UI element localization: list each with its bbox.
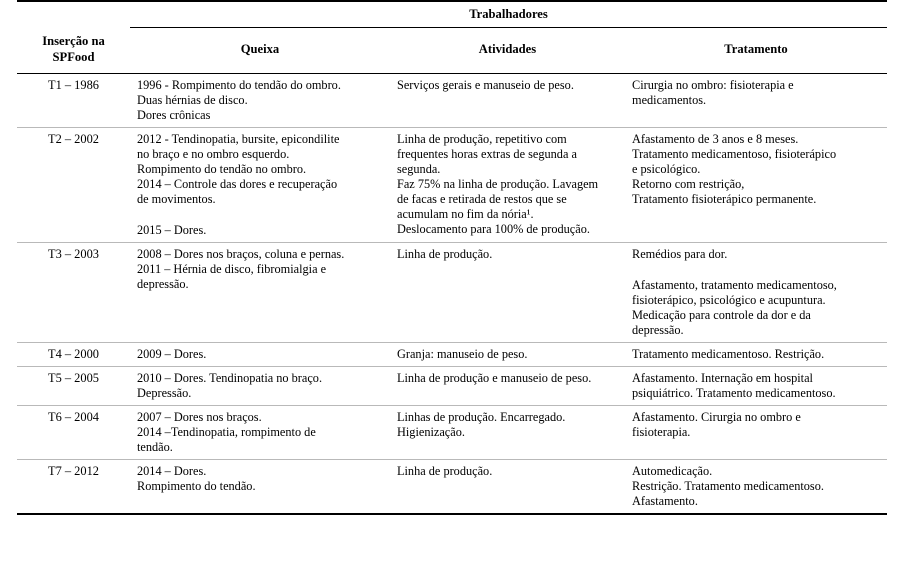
treatment-cell-line: fisioterapia.	[632, 425, 691, 440]
complaint-cell-line: 2009 – Dores.	[137, 347, 207, 362]
column-header-atividades: Atividades	[390, 28, 625, 74]
treatment-cell-line: Automedicação.	[632, 464, 713, 479]
activities-cell-line: de facas e retirada de restos que se	[397, 192, 567, 207]
activities-cell	[390, 367, 625, 406]
activities-cell-line: acumulam no fim da nória¹.	[397, 207, 534, 222]
table-row	[17, 128, 887, 243]
treatment-cell-line: Cirurgia no ombro: fisioterapia e	[632, 78, 794, 93]
treatment-cell-line: Retorno com restrição,	[632, 177, 745, 192]
treatment-cell-line: e psicológico.	[632, 162, 701, 177]
complaint-cell-line: 2014 – Controle das dores e recuperação	[137, 177, 338, 192]
treatment-cell-line: Afastamento de 3 anos e 8 meses.	[632, 132, 799, 147]
table-row	[17, 343, 887, 367]
treatment-cell-line: Medicação para controle da dor e da	[632, 308, 811, 323]
complaint-cell-line: 2010 – Dores. Tendinopatia no braço.	[137, 371, 323, 386]
activities-cell	[390, 128, 625, 243]
complaint-cell-line: 2012 - Tendinopatia, bursite, epicondilite	[137, 132, 340, 147]
complaint-cell-line: Rompimento do tendão.	[137, 479, 256, 494]
activities-cell	[390, 343, 625, 367]
table-body	[17, 74, 887, 515]
complaint-cell-line: 2008 – Dores nos braços, coluna e pernas.	[137, 247, 345, 262]
activities-cell-line: Linha de produção.	[397, 464, 493, 479]
complaint-cell-line: no braço e no ombro esquerdo.	[137, 147, 290, 162]
table-row	[17, 406, 887, 460]
activities-cell-line: Higienização.	[397, 425, 465, 440]
activities-cell-line: segunda.	[397, 162, 441, 177]
complaint-cell-line: Duas hérnias de disco.	[137, 93, 248, 108]
complaint-cell	[130, 128, 390, 243]
complaint-cell-line: Depressão.	[137, 386, 192, 401]
complaint-cell-line: 2014 – Dores.	[137, 464, 207, 479]
worker-id-cell: T3 – 2003	[17, 243, 130, 343]
treatment-cell	[625, 406, 887, 460]
activities-cell-line: Serviços gerais e manuseio de peso.	[397, 78, 574, 93]
worker-id-cell: T7 – 2012	[17, 460, 130, 515]
activities-cell-line: Linha de produção e manuseio de peso.	[397, 371, 592, 386]
activities-cell	[390, 243, 625, 343]
table-row	[17, 74, 887, 128]
table-row	[17, 243, 887, 343]
treatment-cell	[625, 128, 887, 243]
complaint-cell-line: depressão.	[137, 277, 189, 292]
table-column-header-row	[17, 28, 887, 74]
table-row	[17, 460, 887, 515]
treatment-cell-line: Afastamento.	[632, 494, 698, 509]
table-row	[17, 367, 887, 406]
activities-cell-line: Deslocamento para 100% de produção.	[397, 222, 590, 237]
column-header-queixa: Queixa	[130, 28, 390, 74]
worker-id-cell: T5 – 2005	[17, 367, 130, 406]
treatment-cell-line: medicamentos.	[632, 93, 707, 108]
activities-cell-line: Linhas de produção. Encarregado.	[397, 410, 566, 425]
complaint-cell-line: 2007 – Dores nos braços.	[137, 410, 262, 425]
complaint-cell	[130, 460, 390, 515]
complaint-cell	[130, 406, 390, 460]
treatment-cell-line: Restrição. Tratamento medicamentoso.	[632, 479, 824, 494]
complaint-cell-line: 2011 – Hérnia de disco, fibromialgia e	[137, 262, 327, 277]
treatment-cell	[625, 74, 887, 128]
complaint-cell-line: 1996 - Rompimento do tendão do ombro.	[137, 78, 341, 93]
activities-cell	[390, 406, 625, 460]
worker-id-cell: T1 – 1986	[17, 74, 130, 128]
activities-cell-line: Granja: manuseio de peso.	[397, 347, 528, 362]
complaint-cell	[130, 343, 390, 367]
complaint-cell-line: Dores crônicas	[137, 108, 211, 123]
treatment-cell-line: Remédios para dor.	[632, 247, 728, 262]
treatment-cell-line: Tratamento medicamentoso. Restrição.	[632, 347, 825, 362]
treatment-cell-line: psiquiátrico. Tratamento medicamentoso.	[632, 386, 836, 401]
complaint-cell	[130, 367, 390, 406]
activities-cell-line: Linha de produção, repetitivo com	[397, 132, 567, 147]
worker-id-cell: T2 – 2002	[17, 128, 130, 243]
treatment-cell-line: Tratamento fisioterápico permanente.	[632, 192, 817, 207]
complaint-cell-line: 2014 –Tendinopatia, rompimento de	[137, 425, 316, 440]
table-head	[17, 1, 887, 74]
worker-id-cell: T6 – 2004	[17, 406, 130, 460]
activities-cell-line: Faz 75% na linha de produção. Lavagem	[397, 177, 599, 192]
treatment-cell	[625, 243, 887, 343]
complaint-cell-line: Rompimento do tendão no ombro.	[137, 162, 307, 177]
treatment-cell-line: Afastamento, tratamento medicamentoso,	[632, 278, 837, 293]
treatment-cell-line: Tratamento medicamentoso, fisioterápico	[632, 147, 837, 162]
table-group-header-row	[17, 1, 887, 28]
complaint-cell	[130, 74, 390, 128]
activities-cell	[390, 460, 625, 515]
treatment-cell	[625, 367, 887, 406]
complaint-cell-line: tendão.	[137, 440, 173, 455]
table-corner-cell	[17, 1, 130, 28]
complaint-cell	[130, 243, 390, 343]
complaint-cell-line: de movimentos.	[137, 192, 216, 207]
treatment-cell	[625, 343, 887, 367]
column-header-tratamento: Tratamento	[625, 28, 887, 74]
column-header-insercao	[17, 28, 130, 74]
column-header-insercao-line1: Inserção na	[42, 33, 105, 48]
treatment-cell-line: fisioterápico, psicológico e acupuntura.	[632, 293, 826, 308]
activities-cell	[390, 74, 625, 128]
group-header-trabalhadores: Trabalhadores	[130, 1, 887, 28]
activities-cell-line: frequentes horas extras de segunda a	[397, 147, 577, 162]
treatment-cell	[625, 460, 887, 515]
worker-id-cell: T4 – 2000	[17, 343, 130, 367]
treatment-cell-line: Afastamento. Cirurgia no ombro e	[632, 410, 801, 425]
column-header-insercao-line2: SPFood	[52, 49, 95, 64]
activities-cell-line: Linha de produção.	[397, 247, 493, 262]
treatment-cell-line: Afastamento. Internação em hospital	[632, 371, 813, 386]
workers-health-table	[17, 0, 887, 515]
treatment-cell-line: depressão.	[632, 323, 684, 338]
complaint-cell-line: 2015 – Dores.	[137, 223, 207, 238]
